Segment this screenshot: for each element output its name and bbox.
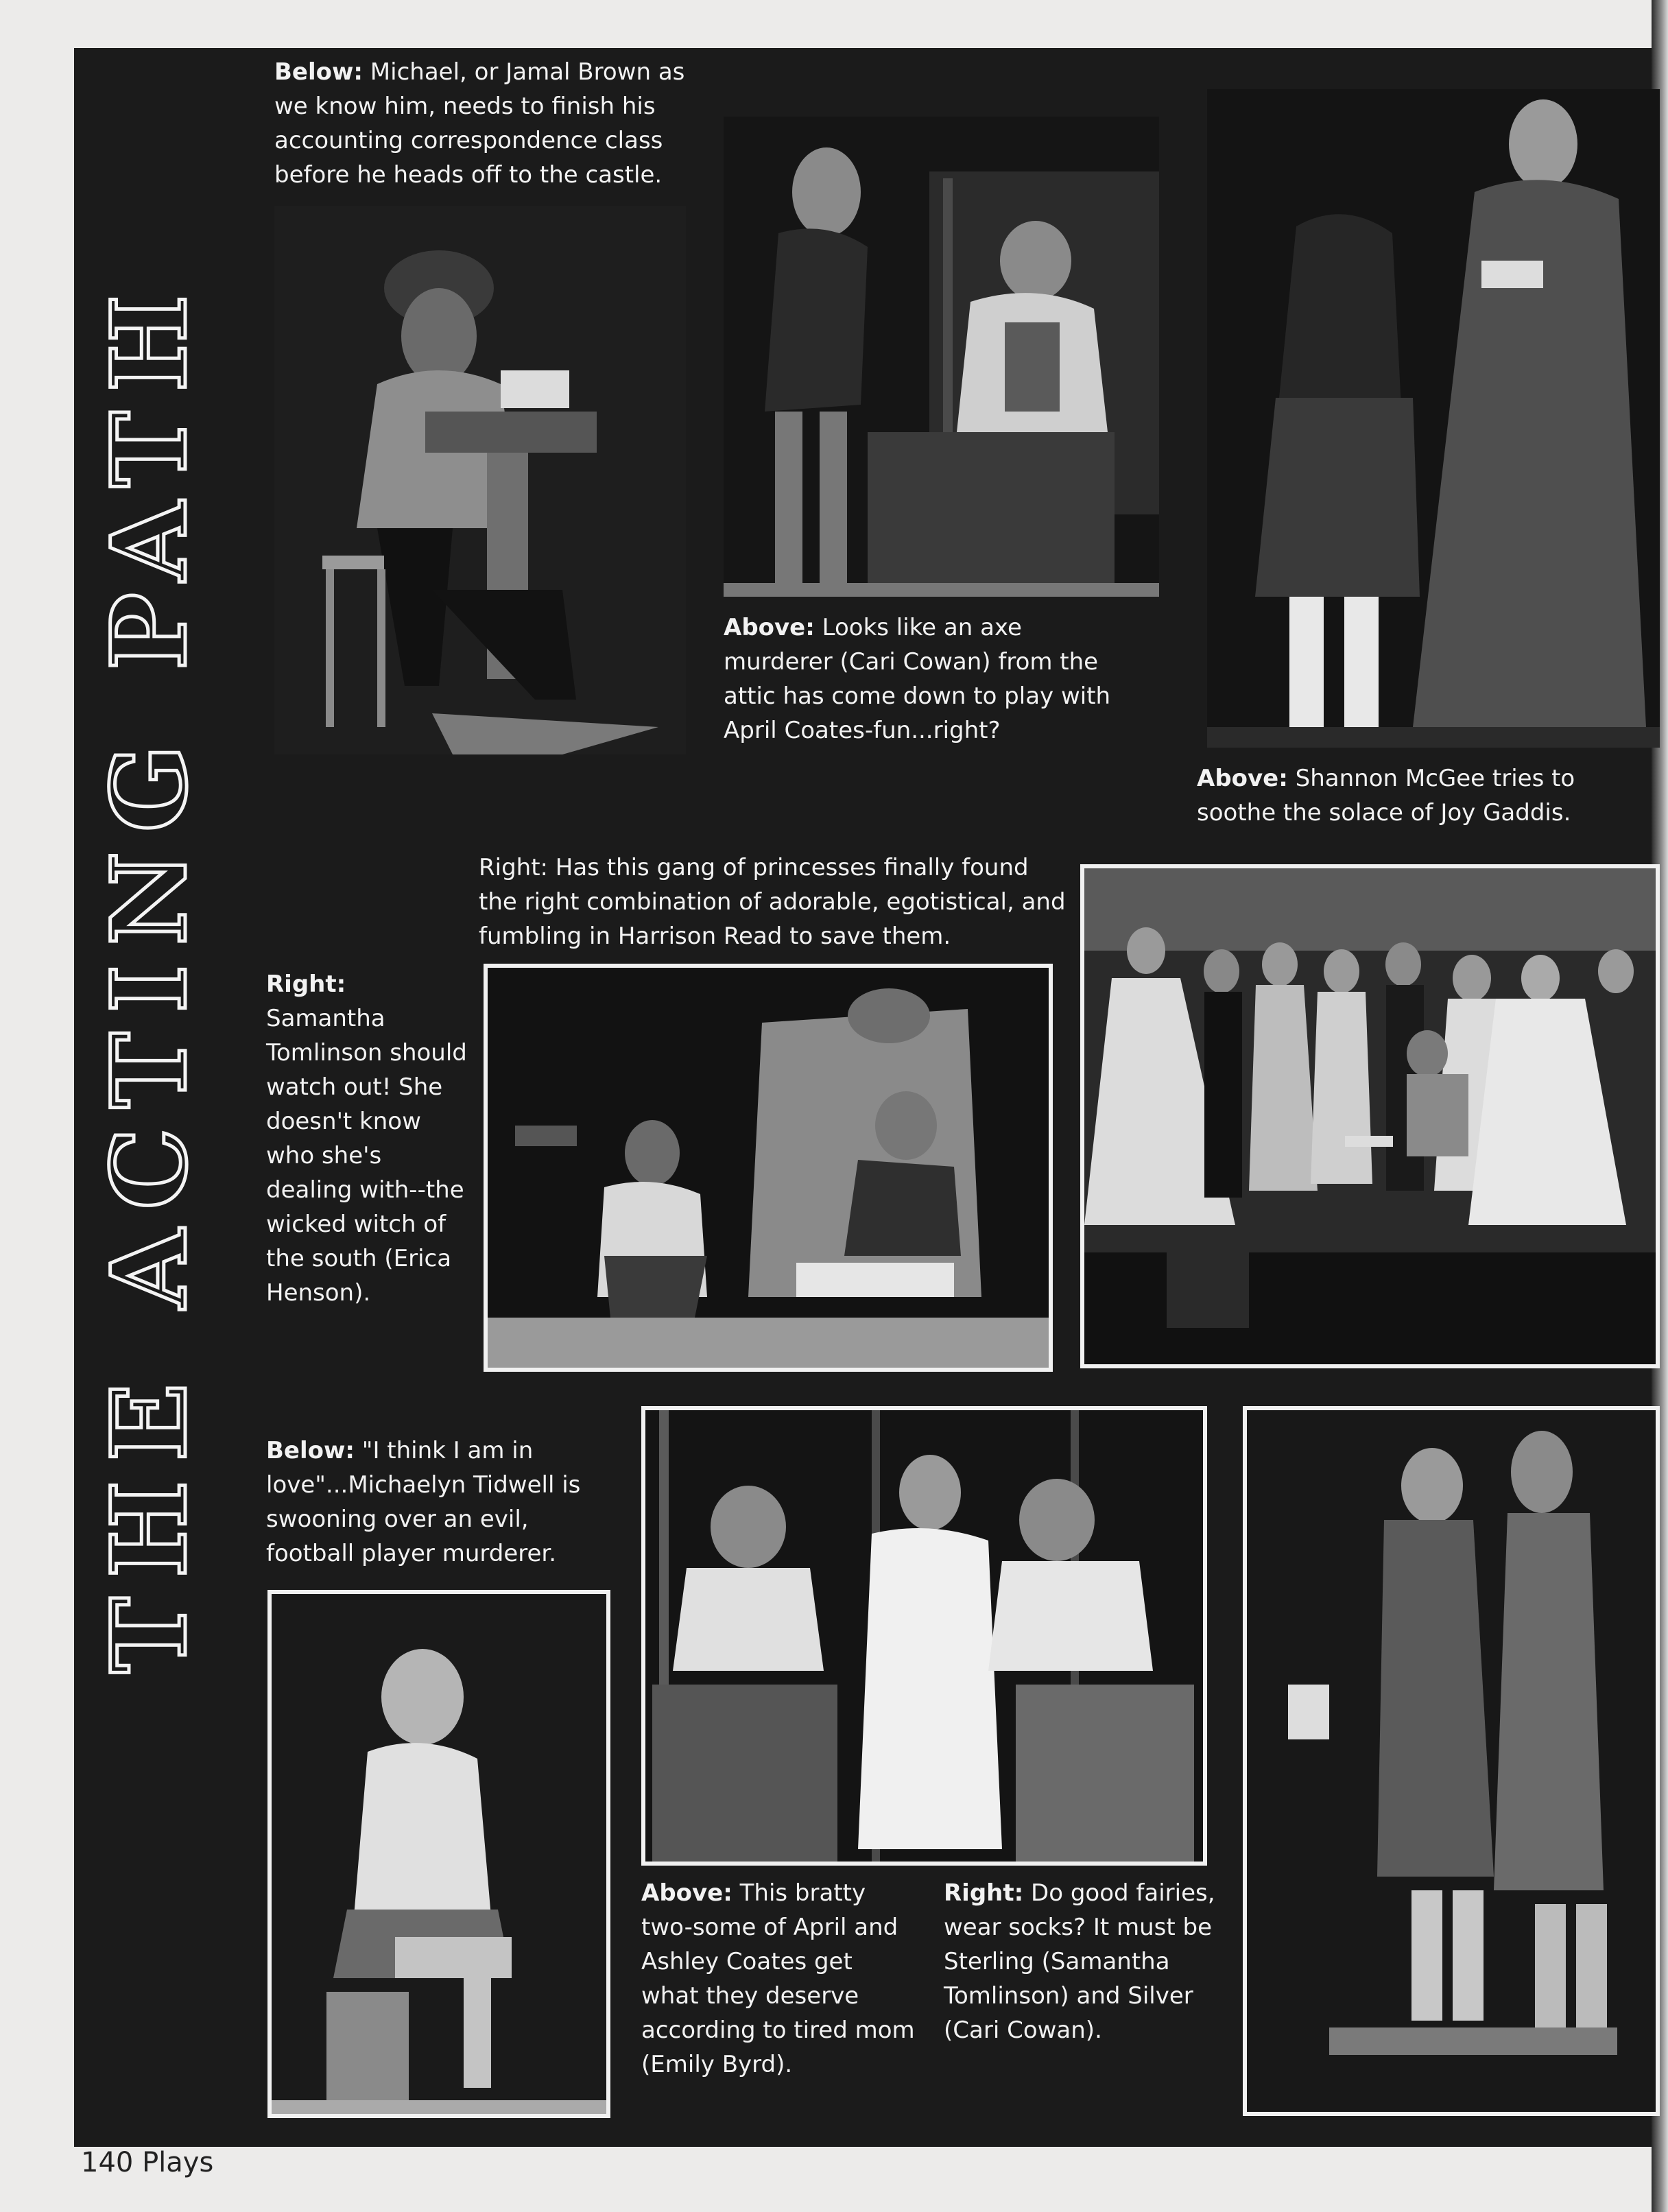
caption-text: Looks like an axe murderer (Cari Cowan) from the attic has come down to play with April Coates-fun...right? bbox=[724, 614, 1111, 744]
page-folio: 140 Plays bbox=[81, 2147, 214, 2178]
caption-jamal-brown bbox=[274, 55, 713, 192]
caption-princesses bbox=[479, 851, 1069, 953]
photo-cheerleader-michaelyn bbox=[267, 1590, 610, 2118]
photo-wicked-witch-scene bbox=[484, 964, 1053, 1372]
caption-text: Samantha Tomlinson should watch out! She doesn't know who she's dealing with--the wicked witch of the south (Erica Henson). bbox=[266, 1005, 467, 1307]
caption-axe-murderer bbox=[724, 610, 1135, 748]
photo-shannon-joy bbox=[1207, 89, 1660, 748]
caption-text: Shannon McGee tries to soothe the solace of Joy Gaddis. bbox=[1197, 765, 1575, 826]
caption-lead: Above: bbox=[724, 614, 815, 641]
caption-michaelyn bbox=[266, 1434, 595, 1571]
caption-lead: Right: bbox=[944, 1879, 1024, 1907]
caption-text: This bratty two-some of April and Ashley Coates get what they deserve according to tired mom (Emily Byrd). bbox=[641, 1879, 915, 2078]
caption-shannon-joy bbox=[1197, 761, 1656, 830]
caption-text: Right: Has this gang of princesses finally found the right combination of adorable, egotistical, and fumbling in Harrison Read to save them. bbox=[479, 854, 1066, 950]
caption-bratty-twosome bbox=[641, 1876, 916, 2082]
caption-wicked-witch bbox=[266, 967, 472, 1310]
photo-princesses-harrison bbox=[1080, 864, 1660, 1368]
photo-jamal-brown-desk bbox=[274, 206, 686, 754]
photo-bratty-twosome bbox=[641, 1406, 1207, 1866]
caption-lead: Below: bbox=[266, 1437, 355, 1464]
caption-lead: Above: bbox=[1197, 765, 1288, 792]
caption-text: "I think I am in love"...Michaelyn Tidwell is swooning over an evil, football player murderer. bbox=[266, 1437, 581, 1567]
page-title: THE ACTING PATH bbox=[89, 275, 210, 1674]
caption-text: Michael, or Jamal Brown as we know him, needs to finish his accounting correspondence class before he heads off to the castle. bbox=[274, 58, 685, 189]
caption-lead: Above: bbox=[641, 1879, 732, 1907]
caption-lead: Below: bbox=[274, 58, 363, 86]
caption-lead: Right: bbox=[266, 971, 346, 998]
photo-good-fairies bbox=[1243, 1406, 1660, 2116]
caption-text: Do good fairies, wear socks? It must be Sterling (Samantha Tomlinson) and Silver (Cari Cowan). bbox=[944, 1879, 1215, 2044]
caption-good-fairies bbox=[944, 1876, 1232, 2047]
photo-axe-murderer-attic bbox=[724, 117, 1159, 597]
